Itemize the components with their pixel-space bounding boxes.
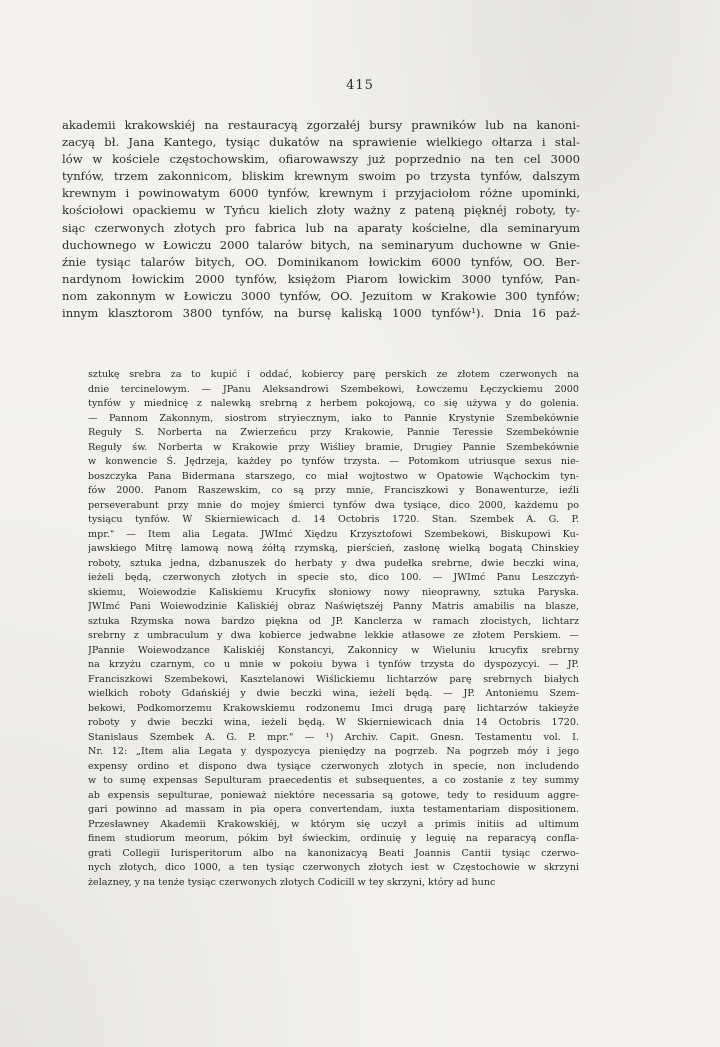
footnote-line: sztuka Rzymska nowa bardzo piękna od JP. Kanclerza w ramach złocistych, lichtarz: [88, 615, 579, 627]
footnote-line: srebrny z umbraculum y dwa kobierce jedwabne lekkie atłasowe ze złotem Perskiem. —: [88, 630, 579, 641]
footnote-line: JPannie Woiewodzance Kaliskiéj Konstancyi, Zakonnicy w Wieluniu krucyfix srebrny: [88, 644, 579, 656]
footnote-line: w konwencie Ś. Jędrzeja, każdey po tynfów trzysta. — Potomkom utriusque sexus nie-: [88, 456, 579, 467]
body-line: zacyą bł. Jana Kantego, tysiąc dukatów na sprawienie wielkiego ołtarza i stal-: [62, 135, 580, 150]
footnote-line: skiemu, Woiewodzie Kaliskiemu Krucyfix słoniowy nowy nieoprawny, sztuka Paryska.: [88, 586, 579, 598]
footnote-line: wielkich roboty Gdańskiéj y dwie beczki wina, ieżeli będą. — JP. Antoniemu Szem-: [88, 688, 579, 699]
main-body-text: [62, 117, 580, 322]
footnote-line: mpr." — Item alia Legata. JWImć Xiędzu Krzysztofowi Szembekowi, Biskupowi Ku-: [88, 528, 579, 540]
footnote-line: Przesławney Akademii Krakowskiéj, w którym się uczył a primis initiis ad ultimum: [88, 818, 579, 830]
footnote-block: [88, 368, 579, 890]
body-line: źnie tysiąc talarów bitych, OO. Dominikanom łowickim 6000 tynfów, OO. Ber-: [62, 254, 580, 269]
footnote-line: boszczyka Pana Bidermana starszego, co miał wojtostwo w Opatowie Wąchockim tyn-: [88, 470, 579, 482]
body-line: tynfów, trzem zakonnicom, bliskim krewnym swoim po trzysta tynfów, dalszym: [62, 169, 580, 184]
body-line: siąc czerwonych złotych pro fabrica lub na aparaty kościelne, dla seminaryum: [62, 220, 580, 235]
footnote-line: gari powinno ad massam in pia opera convertendam, iuxta testamentariam dispositionem.: [88, 804, 579, 815]
body-line: duchownego w Łowiczu 2000 talarów bitych, na seminaryum duchowne w Gnie-: [62, 237, 580, 252]
footnote-line: Franciszkowi Szembekowi, Kasztelanowi Wiślickiemu lichtarzów parę srebrnych białych: [88, 673, 579, 685]
footnote-line: bekowi, Podkomorzemu Krakowskiemu rodzonemu Imci drugą parę lichtarzów takieyże: [88, 702, 579, 714]
footnote-line: fów 2000. Panom Raszewskim, co są przy mnie, Franciszkowi y Bonawenturze, ieźli: [88, 485, 579, 496]
footnote-line: roboty y dwie beczki wina, ieżeli będą. W Skierniewicach dnia 14 Octobris 1720.: [88, 717, 579, 728]
footnote-line: JWImć Pani Woiewodzinie Kaliskiéj obraz Naświętszéj Panny Matris amabilis na blasze,: [88, 601, 579, 612]
footnote-line: tynfów y miednicę z nalewką srebrną z herbem pokojową, co się używa y do golenia.: [88, 398, 579, 409]
footnote-line: Reguły św. Norberta w Krakowie przy Wiśliey bramie, Drugiey Pannie Szembekównie: [88, 441, 579, 453]
footnote-line: ab expensis sepulturae, ponieważ niektóre necessaria są gotowe, tedy to residuum aggre-: [88, 789, 579, 801]
footnote-line: expensy ordino et dispono dwa tysiące czerwonych złotych in specie, non includendo: [88, 760, 579, 772]
body-line: krewnym i powinowatym 6000 tynfów, krewnym i przyjaciołom różne upominki,: [62, 186, 580, 201]
footnote-line: grati Collegii Iurisperitorum albo na kanonizacyą Beati Joannis Cantii tysiąc czerwo-: [88, 847, 579, 859]
footnote-line: Stanislaus Szembek A. G. P. mpr." — ¹) Archiv. Capit. Gnesn. Testamentu vol. I.: [88, 731, 579, 743]
body-line: nardynom łowickim 2000 tynfów, księżom Piarom łowickim 3000 tynfów, Pan-: [62, 271, 580, 286]
body-line: lów w kościele częstochowskim, ofiarowawszy już poprzednio na ten cel 3000: [62, 152, 580, 167]
footnote-line: tysiącu tynfów. W Skierniewicach d. 14 Octobris 1720. Stan. Szembek A. G. P.: [88, 514, 579, 525]
footnote-line: w to sumę expensas Sepulturam praecedentis et subsequentes, a co zostanie z tey summy: [88, 775, 579, 786]
body-line: kościołowi opackiemu w Tyńcu kielich złoty ważny z pateną pięknéj roboty, ty-: [62, 203, 580, 218]
footnote-line: finem studiorum meorum, pókim był świeckim, ordinuię y leguię na reparacyą confla-: [88, 833, 579, 844]
footnote-line: dnie tercinelowym. — JPanu Aleksandrowi Szembekowi, Łowczemu Łęczyckiemu 2000: [88, 383, 579, 395]
footnote-line: sztukę srebra za to kupić i oddać, kobiercy parę perskich ze złotem czerwonych na: [88, 369, 579, 380]
footnote-line: perseverabunt przy mnie do mojey śmierci tynfów dwa tysiące, dico 2000, każdemu po: [88, 499, 579, 511]
body-line: innym klasztorom 3800 tynfów, na bursę kaliską 1000 tynfów¹). Dnia 16 paź-: [62, 306, 580, 321]
body-line: nom zakonnym w Łowiczu 3000 tynfów, OO. Jezuitom w Krakowie 300 tynfów;: [62, 288, 580, 303]
page-number: 415: [346, 78, 374, 93]
footnote-line: nych złotych, dico 1000, a ten tysiąc czerwonych złotych iest w Częstochowie w skrzyni: [88, 862, 579, 873]
footnote-line: na krzyżu czarnym, co u mnie w pokoiu bywa i tynfów trzysta do dyspozycyi. — JP.: [88, 659, 579, 670]
footnote-line: ieżeli będą, czerwonych złotych in specie sto, dico 100. — JWImć Panu Leszczyń-: [88, 572, 579, 583]
footnote-line: Reguły S. Norberta na Zwierzeńcu przy Krakowie, Pannie Teressie Szembekównie: [88, 427, 579, 438]
body-line: akademii krakowskiéj na restauracyą zgorzałéj bursy prawników lub na kanoni-: [62, 118, 580, 132]
footnote-line: roboty, sztuka jedna, dzbanuszek do herbaty y dwa pudełka srebrne, dwie beczki wina,: [88, 557, 579, 569]
footnote-line: — Pannom Zakonnym, siostrom stryiecznym, iako to Pannie Krystynie Szembekównie: [88, 412, 579, 424]
footnote-line: jawskiego Mitrę lamową nową żółtą rzymską, pierścień, zasłonę wielką bogatą Chinskiey: [88, 543, 579, 554]
footnote-line: Nr. 12: „Item alia Legata y dyspozycya pieniędzy na pogrzeb. Na pogrzeb móy i jego: [88, 746, 579, 757]
footnote-line: żelazney, y na tenże tysiąc czerwonych złotych Codicill w tey skrzyni, który ad hunc: [88, 876, 496, 888]
